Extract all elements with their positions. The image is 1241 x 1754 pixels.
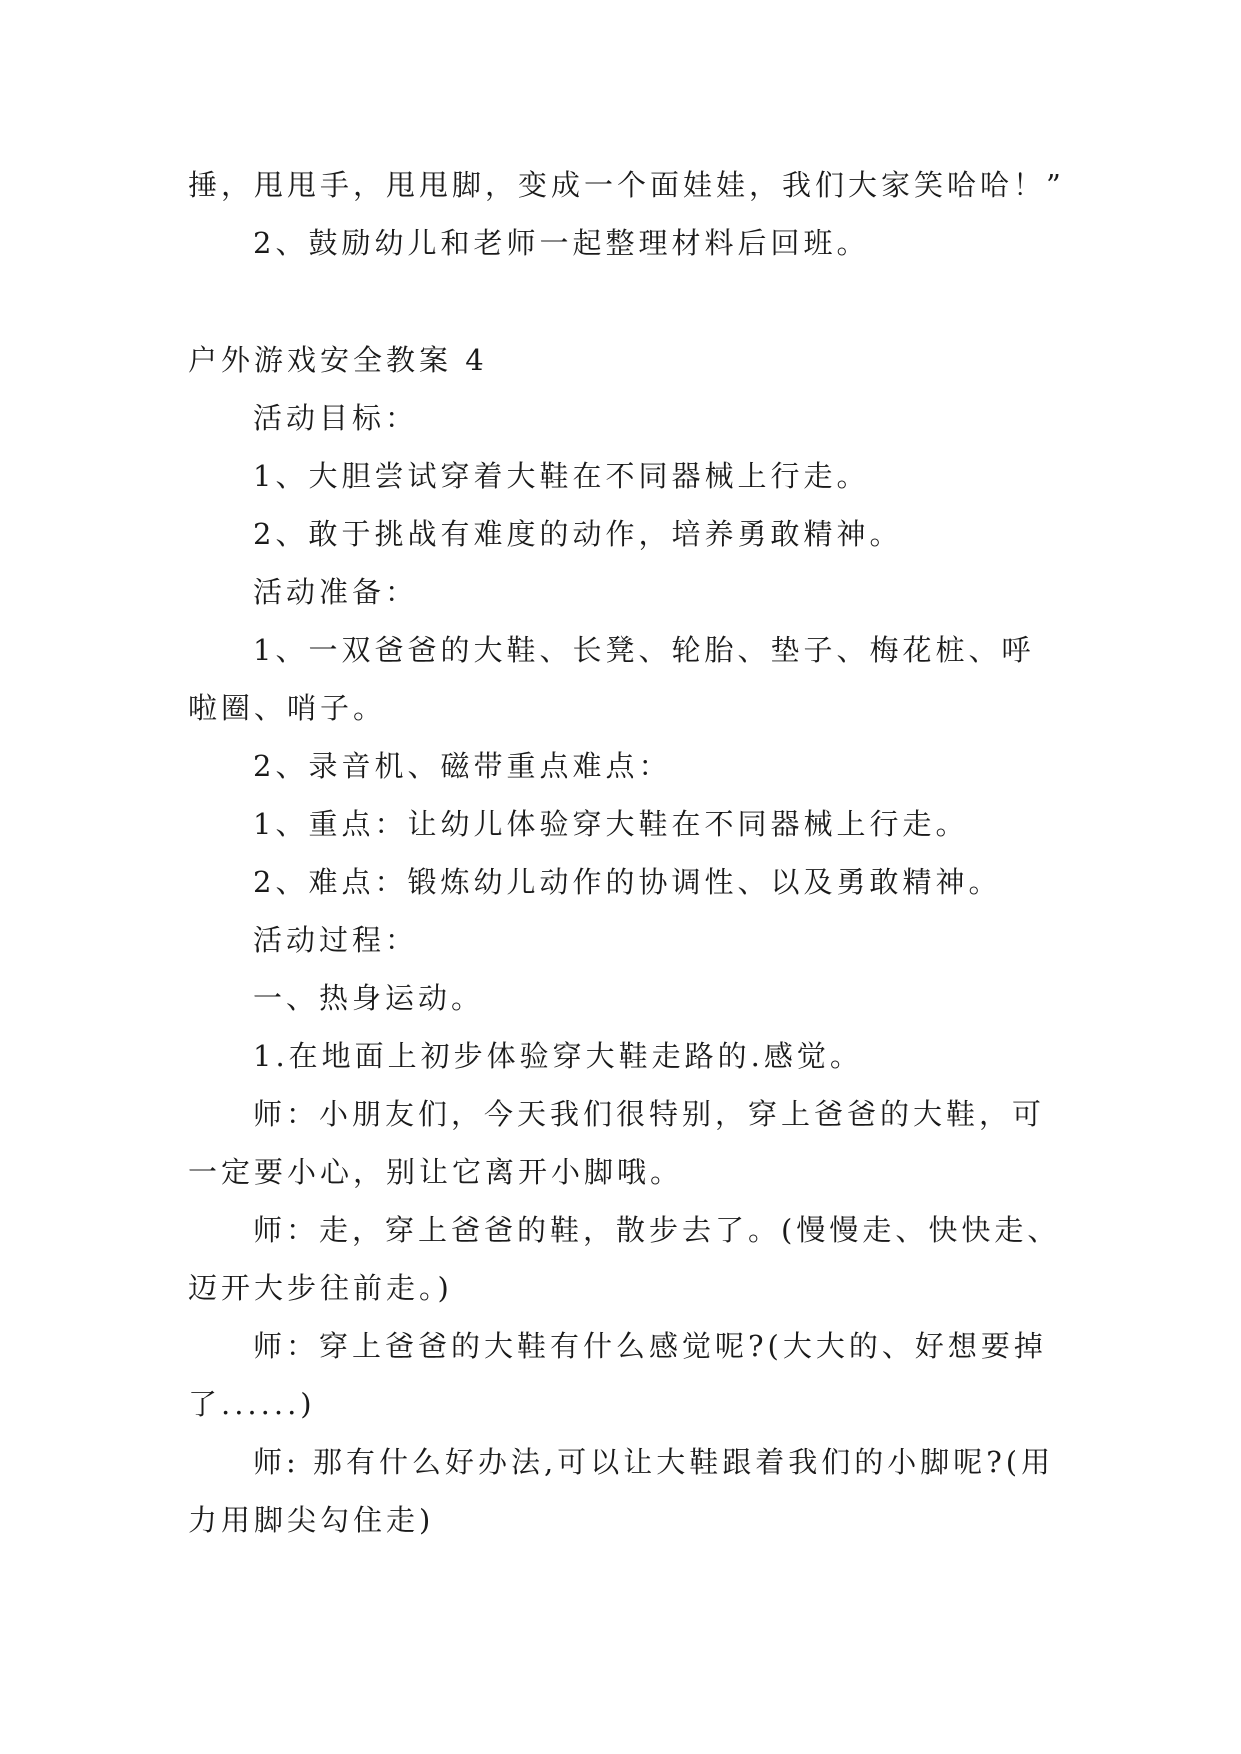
text-line: 一、热身运动。 bbox=[253, 981, 485, 1015]
text-line: 师：走，穿上爸爸的鞋，散步去了。(慢慢走、快快走、 bbox=[253, 1213, 1061, 1247]
text-line: 1、重点：让幼儿体验穿大鞋在不同器械上行走。 bbox=[253, 807, 969, 841]
subheading: 活动准备： bbox=[253, 575, 419, 609]
text-line: 力用脚尖勾住走) bbox=[188, 1503, 435, 1537]
text-line: 啦圈、哨子。 bbox=[188, 691, 387, 725]
text-line: 1.在地面上初步体验穿大鞋走路的.感觉。 bbox=[253, 1039, 863, 1073]
text-line: 捶，甩甩手，甩甩脚，变成一个面娃娃，我们大家笑哈哈！” bbox=[188, 168, 1065, 202]
text-line: 一定要小心，别让它离开小脚哦。 bbox=[188, 1155, 684, 1189]
text-line: 师：小朋友们，今天我们很特别，穿上爸爸的大鞋，可 bbox=[253, 1097, 1046, 1131]
text-line: 了......) bbox=[188, 1387, 316, 1421]
text-line: 2、鼓励幼儿和老师一起整理材料后回班。 bbox=[253, 226, 870, 260]
text-line: 2、敢于挑战有难度的动作，培养勇敢精神。 bbox=[253, 517, 903, 551]
text-line: 2、难点：锻炼幼儿动作的协调性、以及勇敢精神。 bbox=[253, 865, 1002, 899]
subheading: 活动过程： bbox=[253, 923, 419, 957]
text-line: 师: 那有什么好办法,可以让大鞋跟着我们的小脚呢?(用 bbox=[253, 1445, 1055, 1479]
text-line: 迈开大步往前走。) bbox=[188, 1271, 453, 1305]
text-line: 1、大胆尝试穿着大鞋在不同器械上行走。 bbox=[253, 459, 870, 493]
text-line: 师：穿上爸爸的大鞋有什么感觉呢?(大大的、好想要掉 bbox=[253, 1329, 1047, 1363]
text-line: 2、录音机、磁带重点难点： bbox=[253, 749, 672, 783]
text-line: 1、一双爸爸的大鞋、长凳、轮胎、垫子、梅花桩、呼 bbox=[253, 633, 1035, 667]
section-title: 户外游戏安全教案 4 bbox=[188, 343, 488, 377]
subheading: 活动目标： bbox=[253, 401, 419, 435]
